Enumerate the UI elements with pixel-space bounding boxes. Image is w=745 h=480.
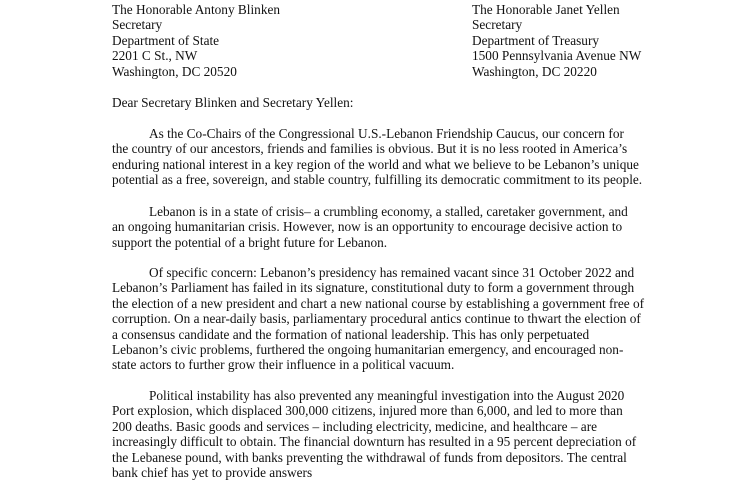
paragraph-line: 200 deaths. Basic goods and services – including electricity, medicine, and healthcare – are <box>112 418 598 434</box>
recipient-city: Washington, DC 20220 <box>472 63 597 79</box>
paragraph-line: As the Co-Chairs of the Congressional U.S.-Lebanon Friendship Caucus, our concern for <box>149 126 624 141</box>
paragraph-line: potential as a free, sovereign, and stable country, fulfilling its democratic commitment to its people. <box>112 172 643 188</box>
paragraph-line: Port explosion, which displaced 300,000 citizens, injured more than 6,000, and led to more than <box>112 403 623 419</box>
paragraph-line: increasingly difficult to obtain. The financial downturn has resulted in a 95 percent depreciation of <box>112 434 637 450</box>
paragraph-line: Lebanon’s Parliament has failed in its signature, constitutional duty to form a government through <box>112 280 635 296</box>
body-paragraph <box>112 388 645 480</box>
paragraph-line: corruption. On a near-daily basis, parliamentary procedural antics continue to thwart the election of <box>112 311 641 327</box>
paragraph-line: enduring national interest in a key region of the world and what we believe to be Lebanon’s unique <box>112 156 639 172</box>
paragraph-line: the country of our ancestors, friends and families is obvious. But it is no less rooted in America’s <box>112 141 628 157</box>
recipient-department: Department of Treasury <box>472 32 600 48</box>
recipient-title: Secretary <box>472 17 523 33</box>
body-paragraph <box>112 204 645 250</box>
recipient-street: 1500 Pennsylvania Avenue NW <box>472 48 642 64</box>
paragraph-line: support the potential of a bright future for Lebanon. <box>112 234 388 250</box>
recipient-city: Washington, DC 20520 <box>112 63 237 79</box>
paragraph-line: Lebanon is in a state of crisis– a crumbling economy, a stalled, caretaker government, and <box>149 204 628 219</box>
recipient-address-right <box>472 2 641 79</box>
paragraph-line: the Lebanese pound, with banks preventing the withdrawal of funds from depositors. The central <box>112 449 627 465</box>
recipient-name: The Honorable Antony Blinken <box>112 2 281 17</box>
body-paragraph <box>112 126 645 188</box>
paragraph-line: bank chief has yet to provide answers <box>112 465 313 480</box>
recipient-name: The Honorable Janet Yellen <box>472 2 620 17</box>
salutation: Dear Secretary Blinken and Secretary Yellen: <box>112 95 354 110</box>
paragraph-line: Of specific concern: Lebanon’s presidency has remained vacant since 31 October 2022 and <box>149 265 635 280</box>
paragraph-line: an ongoing humanitarian crisis. However, now is an opportunity to encourage decisive action to <box>112 219 623 235</box>
paragraph-line: a consensus candidate and the formation of national leadership. This has only perpetuated <box>112 326 590 342</box>
recipient-department: Department of State <box>112 32 220 48</box>
paragraph-line: Lebanon’s civic problems, furthered the ongoing humanitarian emergency, and encouraged non- <box>112 342 624 358</box>
recipient-title: Secretary <box>112 17 163 33</box>
paragraph-line: the election of a new president and chart a new national course by establishing a government free of <box>112 295 645 311</box>
recipient-street: 2201 C St., NW <box>112 48 198 64</box>
recipient-address-left <box>112 2 280 79</box>
paragraph-line: Political instability has also prevented any meaningful investigation into the August 2020 <box>149 388 625 403</box>
paragraph-line: state actors to further grow their influence in a political vacuum. <box>112 357 455 373</box>
body-paragraph <box>112 265 645 373</box>
